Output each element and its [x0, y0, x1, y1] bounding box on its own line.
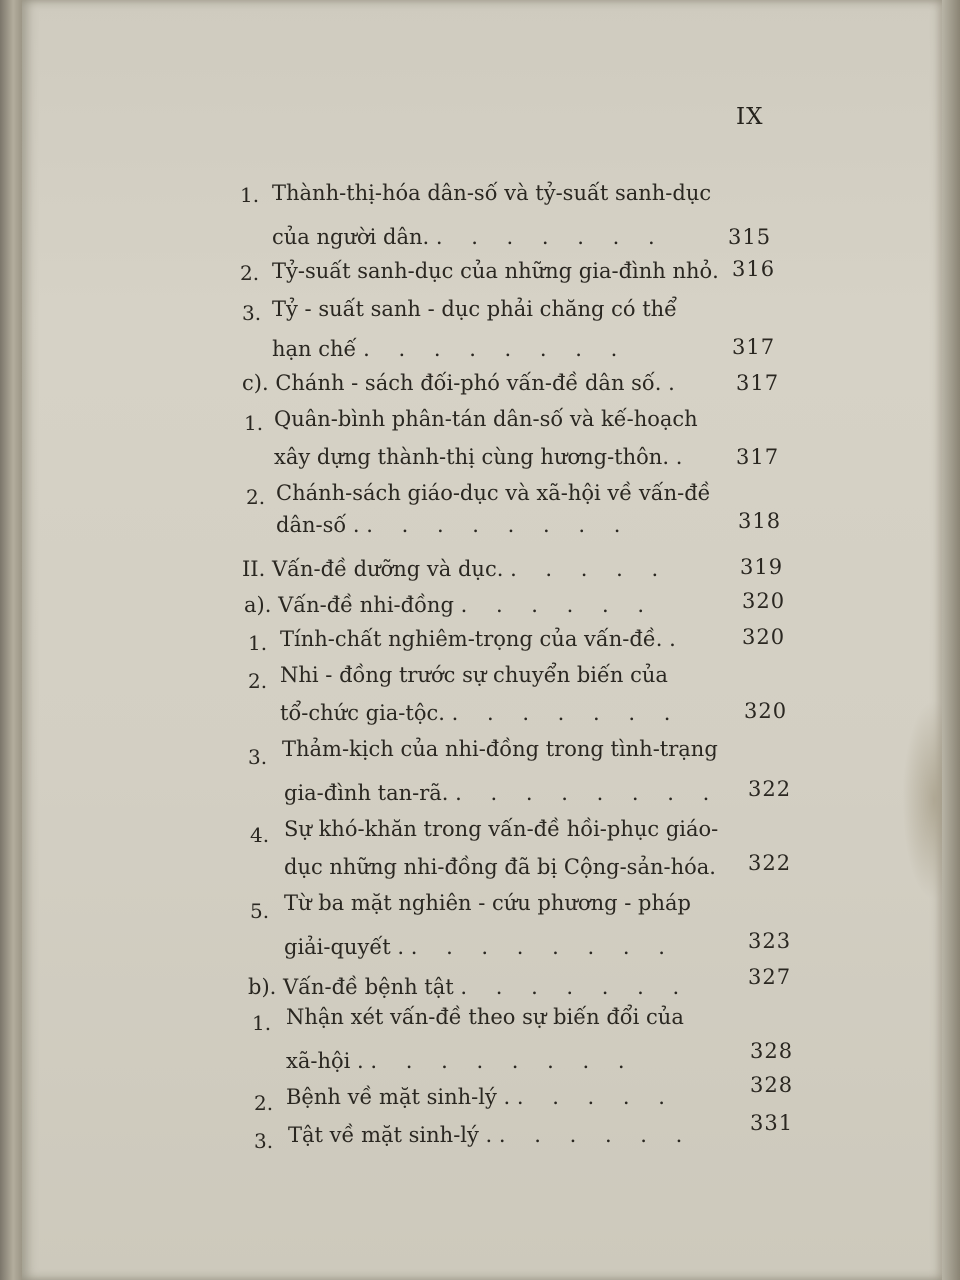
toc-entry-text: Sự khó-khăn trong vấn-đề hồi-phục giáo- — [284, 817, 719, 841]
toc-entry-number: 1. — [244, 411, 264, 435]
toc-entry-text: gia-đình tan-rã. . . . . . . . . — [284, 781, 721, 805]
toc-entry-number: 3. — [254, 1129, 274, 1153]
toc-entry-text: Thành-thị-hóa dân-số và tỷ-suất sanh-dục — [272, 181, 712, 205]
toc-entry-number: 2. — [240, 261, 260, 285]
toc-entry-number: 2. — [254, 1091, 274, 1115]
toc-entry-text: II. Vấn-đề dưỡng và dục. . . . . . — [242, 557, 670, 581]
toc-entry-text: Bệnh về mặt sinh-lý . . . . . . — [286, 1085, 676, 1109]
toc-entry-text: dân-số . . . . . . . . . — [276, 513, 632, 537]
toc-page-ref: 317 — [732, 335, 776, 359]
toc-page-ref: 331 — [750, 1111, 794, 1135]
toc-entry-text: của người dân. . . . . . . . — [272, 225, 666, 249]
toc-entry-number: 3. — [242, 301, 262, 325]
toc-page-ref: 315 — [728, 225, 772, 249]
toc-page-ref: 328 — [750, 1039, 794, 1063]
toc-page-ref: 320 — [744, 699, 788, 723]
toc-entry-text: xã-hội . . . . . . . . . — [286, 1049, 636, 1073]
toc-entry-text: giải-quyết . . . . . . . . . — [284, 935, 676, 959]
roman-page-number: IX — [736, 104, 764, 130]
toc-page-ref: 316 — [732, 257, 776, 281]
toc-entry-text: Chánh-sách giáo-dục và xã-hội về vấn-đề — [276, 481, 711, 505]
toc-page-ref: 319 — [740, 555, 784, 579]
toc-page-ref: 328 — [750, 1073, 794, 1097]
toc-page-ref: 322 — [748, 851, 792, 875]
toc-entry-text: dục những nhi-đồng đã bị Cộng-sản-hóa. — [284, 855, 716, 879]
toc-entry-text: Nhi - đồng trước sự chuyển biến của — [280, 663, 668, 687]
toc-entry-text: c). Chánh - sách đối-phó vấn-đề dân số. . — [242, 371, 686, 395]
toc-entry-text: hạn chế . . . . . . . . — [272, 337, 629, 361]
toc-page-ref: 323 — [748, 929, 792, 953]
toc-page-ref: 322 — [748, 777, 792, 801]
toc-page-ref: 327 — [748, 965, 792, 989]
toc-entry-number: 1. — [248, 631, 268, 655]
toc-entry-number: 2. — [246, 485, 266, 509]
toc-page-ref: 320 — [742, 589, 786, 613]
toc-entry-text: Tỷ - suất sanh - dục phải chăng có thể — [272, 297, 678, 321]
toc-entry-text: Tỷ-suất sanh-dục của những gia-đình nhỏ. — [272, 259, 719, 283]
toc-entry-number: 5. — [250, 899, 270, 923]
toc-entry-number: 2. — [248, 669, 268, 693]
toc-entry-text: a). Vấn-đề nhi-đồng . . . . . . — [244, 593, 656, 617]
toc-entry-text: Thảm-kịch của nhi-đồng trong tình-trạng — [282, 737, 718, 761]
toc-entry-text: Tính-chất nghiêm-trọng của vấn-đề. . — [280, 627, 687, 651]
toc-entry-text: Từ ba mặt nghiên - cứu phương - pháp — [284, 891, 691, 915]
toc-entry-text: Tật về mặt sinh-lý . . . . . . . — [288, 1123, 694, 1147]
toc-entry-text: xây dựng thành-thị cùng hương-thôn. . — [274, 445, 694, 469]
toc-entry-text: b). Vấn-đề bệnh tật . . . . . . . — [248, 975, 691, 999]
toc-page-ref: 317 — [736, 445, 780, 469]
toc-page-ref: 317 — [736, 371, 780, 395]
toc-entry-text: Nhận xét vấn-đề theo sự biến đổi của — [286, 1005, 684, 1029]
toc-entry-number: 4. — [250, 823, 270, 847]
toc-page-ref: 318 — [738, 509, 782, 533]
toc-entry-number: 1. — [252, 1011, 272, 1035]
toc-entry-text: Quân-bình phân-tán dân-số và kế-hoạch — [274, 407, 698, 431]
toc-page-ref: 320 — [742, 625, 786, 649]
toc-entry-number: 1. — [240, 183, 260, 207]
toc-entry-number: 3. — [248, 745, 268, 769]
toc-entry-text: tổ-chức gia-tộc. . . . . . . . — [280, 701, 682, 725]
